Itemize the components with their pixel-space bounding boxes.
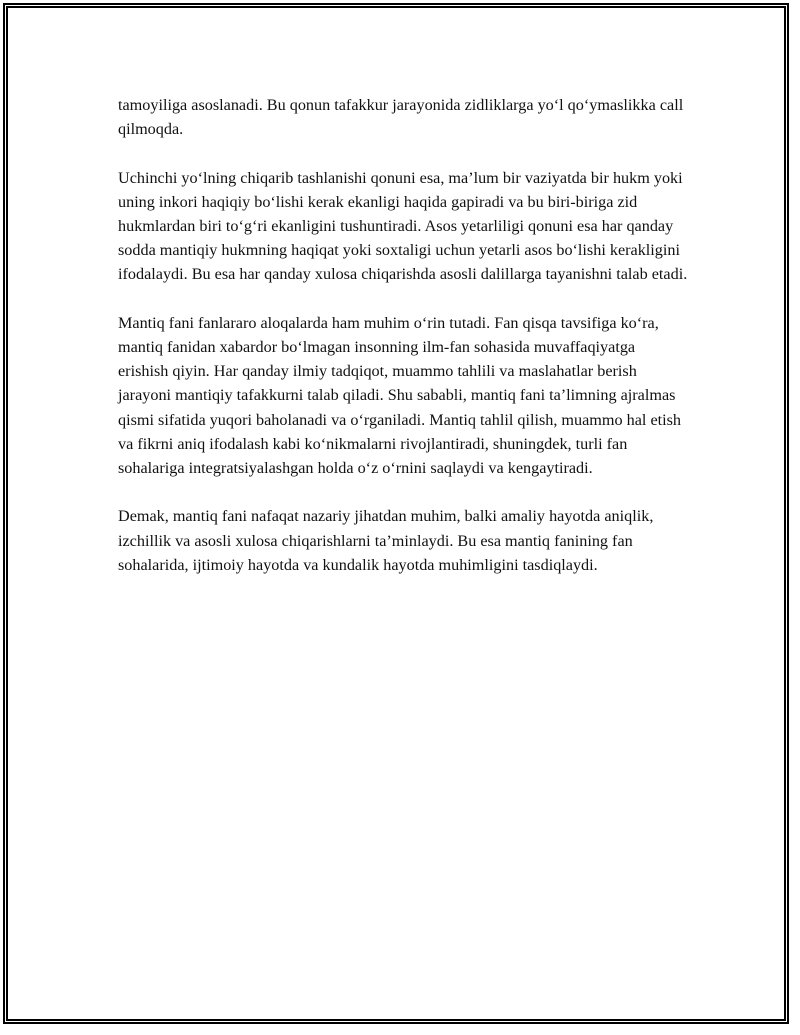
- paragraph-3: Mantiq fani fanlararo aloqalarda ham muhim o‘rin tutadi. Fan qisqa tavsifiga ko‘ra, mantiq fanidan xabardor bo‘lmagan insonning ilm-fan sohasida muvaffaqiyatga erishish qiyin. Har qanday ilmiy tadqiqot, muammo tahlili va maslahatlar berish jarayoni mantiqiy tafakkurni talab qiladi. Shu sababli, mantiq fani ta’limning ajralmas qismi sifatida yuqori baholanadi va o‘rganiladi. Mantiq tahlil qilish, muammo hal etish va fikrni aniq ifodalash kabi ko‘nikmalarni rivojlantiradi, shuningdek, turli fan sohalariga integratsiyalashgan holda o‘z o‘rnini saqlaydi va kengaytiradi.: [118, 313, 682, 478]
- paragraph-4: Demak, mantiq fani nafaqat nazariy jihatdan muhim, balki amaliy hayotda aniqlik, izchillik va asosli xulosa chiqarishlarni ta’minlaydi. Bu esa mantiq fanining fan sohalarida, ijtimoiy hayotda va kundalik hayotda muhimligini tasdiqlaydi.: [118, 507, 654, 574]
- paragraph-1: tamoyiliga asoslanadi. Bu qonun tafakkur jarayonida zidliklarga yo‘l qo‘ymaslikka call qilmoqda.: [118, 96, 684, 139]
- document-body: [118, 93, 688, 601]
- paragraph-2: Uchinchi yo‘lning chiqarib tashlanishi qonuni esa, ma’lum bir vaziyatda bir hukm yoki uning inkori haqiqiy bo‘lishi kerak ekanligi haqida gapiradi va bu biri-biriga zid hukmlardan biri to‘g‘ri ekanligini tushuntiradi. Asos yetarliligi qonuni esa har qanday sodda mantiqiy hukmning haqiqat yoki soxtaligi uchun yetarli asos bo‘lishi kerakligini ifodalaydi. Bu esa har qanday xulosa chiqarishda asosli dalillarga tayanishni talab etadi.: [118, 168, 688, 284]
